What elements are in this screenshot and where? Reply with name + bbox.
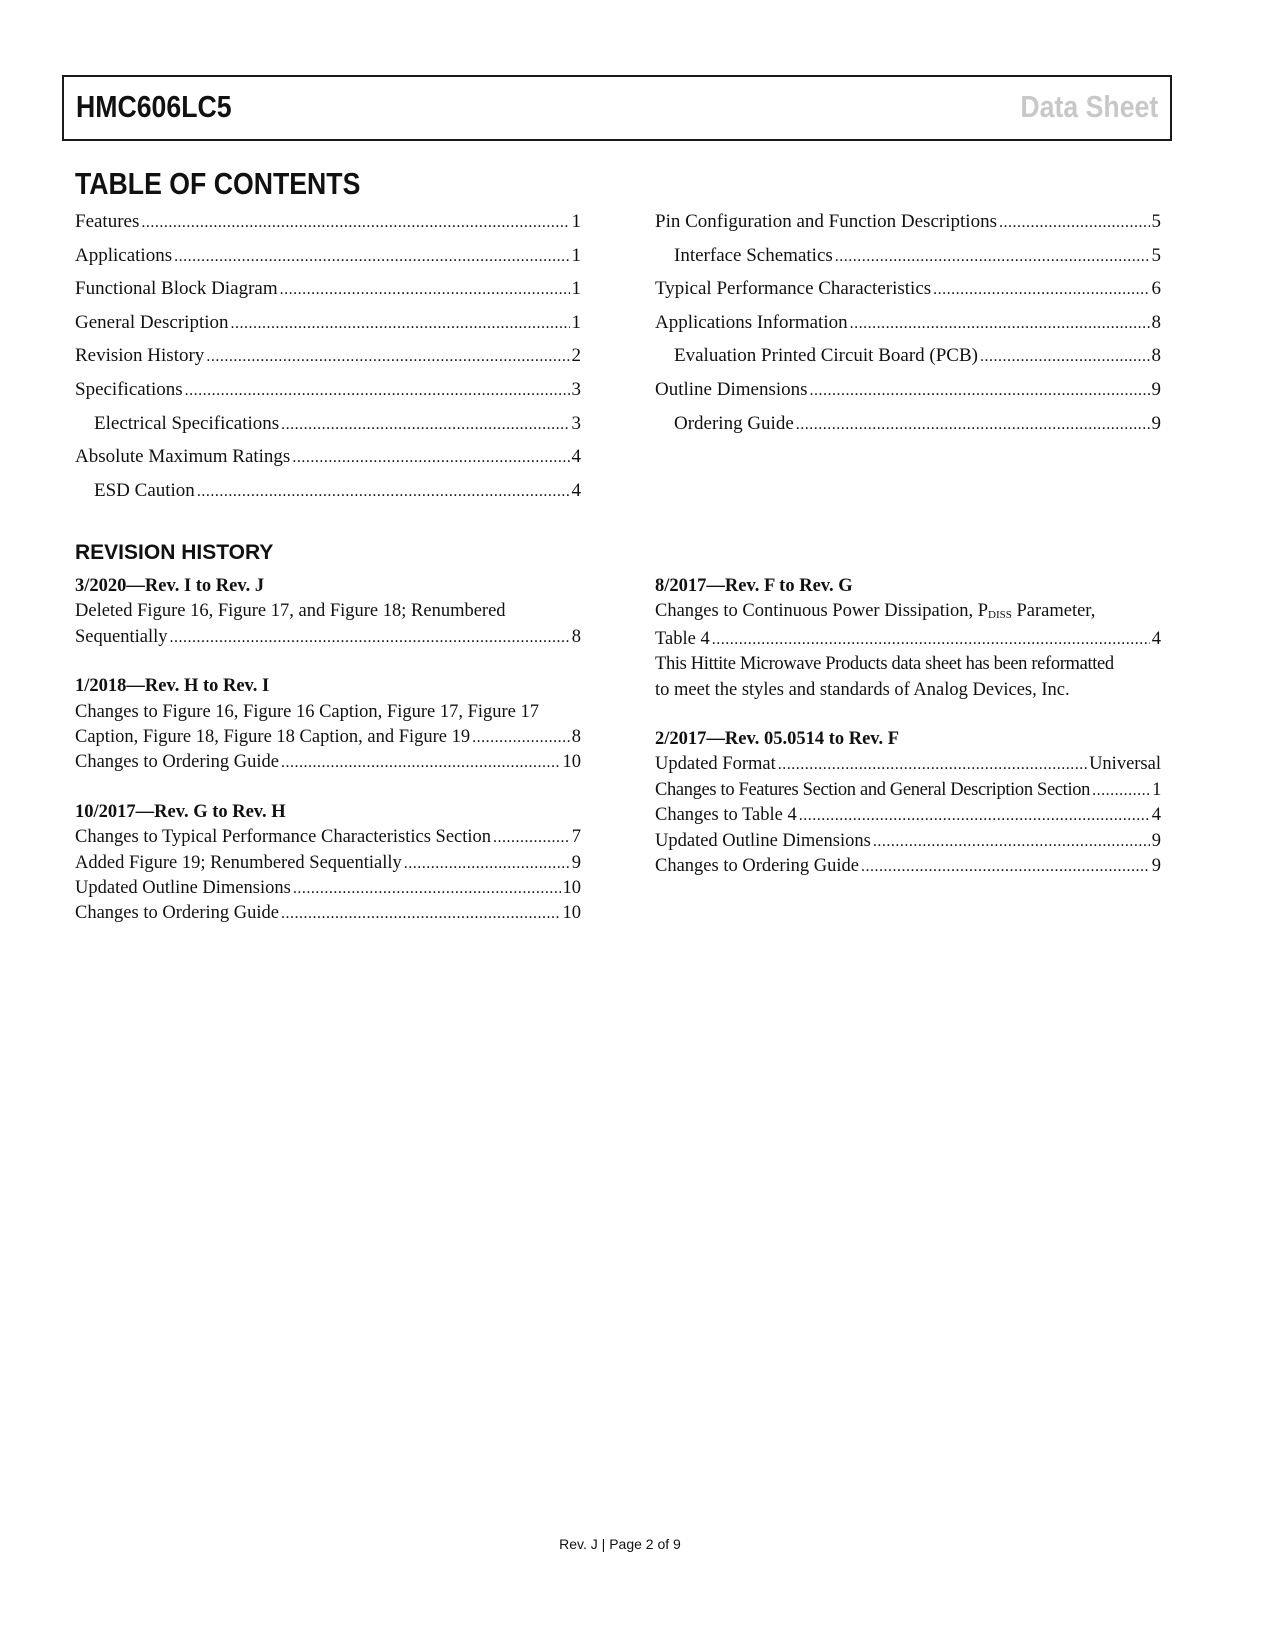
toc-entry-page: 9 bbox=[1151, 378, 1161, 400]
revision-section bbox=[75, 574, 581, 650]
dot-leader bbox=[280, 273, 570, 307]
toc-entry-label: Electrical Specifications bbox=[94, 412, 280, 434]
revision-text: Deleted Figure 16, Figure 17, and Figure 18; Renumbered bbox=[75, 601, 506, 622]
toc-list-left bbox=[75, 205, 581, 507]
revision-title: 2/2017—Rev. 05.0514 to Rev. F bbox=[655, 729, 900, 750]
dot-leader bbox=[493, 825, 570, 850]
toc-entry-page: 1 bbox=[571, 211, 581, 232]
dot-leader bbox=[293, 876, 561, 901]
revision-entry-page: Universal bbox=[1089, 754, 1161, 775]
revision-title: 1/2018—Rev. H to Rev. I bbox=[75, 676, 270, 697]
toc-entry-page: 4 bbox=[571, 479, 581, 501]
toc-entry-label: Pin Configuration and Function Descriptions bbox=[655, 211, 997, 232]
toc-entry-page: 2 bbox=[571, 345, 581, 367]
revision-entry-label: Updated Outline Dimensions bbox=[655, 830, 871, 851]
revision-entry-label: Table 4 bbox=[655, 628, 710, 649]
dot-leader bbox=[850, 307, 1150, 341]
revision-entry-label: Updated Outline Dimensions bbox=[75, 878, 291, 899]
subscript-diss: DISS bbox=[988, 609, 1012, 622]
toc-entry-label: General Description bbox=[75, 311, 229, 333]
toc-entry-page: 9 bbox=[1151, 412, 1161, 434]
revision-text: This Hittite Microwave Products data sheet has been reformatted bbox=[655, 654, 1114, 675]
revision-entry bbox=[75, 825, 581, 850]
revision-entry-page: 8 bbox=[571, 727, 581, 748]
revision-entry-label: Caption, Figure 18, Figure 18 Caption, and Figure 19 bbox=[75, 727, 471, 748]
document-type: Data Sheet bbox=[1020, 89, 1158, 124]
toc-entry-page: 4 bbox=[571, 446, 581, 468]
dot-leader bbox=[933, 273, 1149, 307]
revision-entry-page: 10 bbox=[562, 752, 581, 773]
dot-leader bbox=[292, 441, 569, 475]
toc-entry-label: Ordering Guide bbox=[674, 412, 794, 434]
dot-leader bbox=[141, 206, 569, 240]
toc-entry[interactable] bbox=[75, 440, 581, 474]
dot-leader bbox=[197, 475, 570, 509]
toc-subentry[interactable] bbox=[655, 407, 1161, 441]
toc-entry-label: Evaluation Printed Circuit Board (PCB) bbox=[674, 345, 978, 367]
dot-leader bbox=[999, 206, 1150, 240]
revision-text-part: Changes to Continuous Power Dissipation, P bbox=[655, 601, 989, 622]
revision-entry-label: Changes to Ordering Guide bbox=[75, 752, 279, 773]
dot-leader bbox=[206, 340, 569, 374]
toc-subentry[interactable] bbox=[655, 239, 1161, 273]
dot-leader bbox=[835, 240, 1150, 274]
revision-entry-label: Updated Format bbox=[655, 754, 776, 775]
page-header bbox=[62, 75, 1172, 141]
toc-entry[interactable] bbox=[75, 272, 581, 306]
toc-entry[interactable] bbox=[75, 239, 581, 273]
toc-entry[interactable] bbox=[655, 373, 1161, 407]
dot-leader bbox=[281, 408, 569, 442]
toc-entry-page: 8 bbox=[1151, 345, 1161, 367]
revision-section bbox=[75, 800, 581, 927]
toc-subentry[interactable] bbox=[75, 407, 581, 441]
toc-entry-label: ESD Caution bbox=[94, 479, 195, 501]
revision-text: Changes to Figure 16, Figure 16 Caption, Figure 17, Figure 17 bbox=[75, 701, 540, 722]
revision-history-heading: REVISION HISTORY bbox=[75, 541, 274, 564]
toc-title: TABLE OF CONTENTS bbox=[75, 166, 361, 201]
toc-entry-label: Absolute Maximum Ratings bbox=[75, 446, 291, 468]
toc-entry-label: Features bbox=[75, 211, 140, 232]
revision-entry bbox=[75, 876, 581, 901]
revision-entry-label: Changes to Ordering Guide bbox=[655, 856, 859, 877]
dot-leader bbox=[799, 803, 1150, 828]
dot-leader bbox=[472, 725, 570, 750]
toc-entry-label: Specifications bbox=[75, 378, 183, 400]
revision-entry-page: 7 bbox=[571, 827, 581, 848]
dot-leader bbox=[169, 625, 569, 650]
revision-entry-page: 4 bbox=[1151, 805, 1161, 826]
toc-entry-page: 5 bbox=[1151, 211, 1161, 232]
revision-title: 8/2017—Rev. F to Rev. G bbox=[655, 576, 853, 596]
revision-entry bbox=[75, 725, 581, 750]
toc-entry-page: 6 bbox=[1151, 278, 1161, 300]
revision-title: 10/2017—Rev. G to Rev. H bbox=[75, 801, 286, 822]
toc-entry-label: Revision History bbox=[75, 345, 205, 367]
toc-entry-page: 3 bbox=[571, 378, 581, 400]
revision-entry bbox=[655, 752, 1161, 777]
revision-title: 3/2020—Rev. I to Rev. J bbox=[75, 576, 265, 596]
revision-entry-page: 4 bbox=[1151, 628, 1161, 649]
revision-section bbox=[655, 574, 1161, 703]
revision-entry bbox=[655, 778, 1161, 803]
revision-entry bbox=[655, 627, 1161, 652]
toc-entry-label: Functional Block Diagram bbox=[75, 278, 278, 300]
revision-entry-page: 9 bbox=[1151, 856, 1161, 877]
dot-leader bbox=[873, 829, 1150, 854]
toc-entry[interactable] bbox=[75, 205, 581, 239]
revision-entry bbox=[75, 750, 581, 775]
toc-entry[interactable] bbox=[655, 272, 1161, 306]
toc-subentry[interactable] bbox=[655, 339, 1161, 373]
revision-entry-page: 9 bbox=[571, 852, 581, 873]
revision-entry bbox=[75, 901, 581, 926]
toc-subentry[interactable] bbox=[75, 474, 581, 508]
revision-entry-page: 1 bbox=[1152, 779, 1161, 800]
revision-text-part: Parameter, bbox=[1011, 601, 1096, 622]
revision-entry bbox=[75, 625, 581, 650]
revision-entry bbox=[655, 829, 1161, 854]
revision-text bbox=[655, 599, 1161, 626]
toc-entry-page: 1 bbox=[571, 278, 581, 300]
revision-section bbox=[655, 727, 1161, 879]
revision-entry bbox=[75, 851, 581, 876]
dot-leader bbox=[1092, 778, 1150, 803]
revision-entry-label: Changes to Ordering Guide bbox=[75, 903, 279, 924]
part-number: HMC606LC5 bbox=[76, 89, 232, 124]
revision-entry-page: 10 bbox=[562, 903, 581, 924]
revision-entry-page: 8 bbox=[571, 626, 581, 647]
toc-entry-label: Applications Information bbox=[655, 311, 848, 333]
revision-section bbox=[75, 674, 581, 776]
toc-entry[interactable] bbox=[655, 306, 1161, 340]
toc-entry-page: 8 bbox=[1151, 311, 1161, 333]
revision-history-left bbox=[75, 574, 581, 951]
revision-entry-page: 10 bbox=[562, 878, 581, 899]
dot-leader bbox=[404, 851, 570, 876]
dot-leader bbox=[281, 901, 561, 926]
toc-entry-label: Interface Schematics bbox=[674, 244, 833, 266]
revision-entry-label: Changes to Features Section and General Description Section bbox=[655, 779, 1091, 800]
dot-leader bbox=[778, 752, 1087, 777]
revision-entry-label: Changes to Table 4 bbox=[655, 805, 797, 826]
toc-entry[interactable] bbox=[75, 339, 581, 373]
toc-entry-page: 1 bbox=[571, 311, 581, 333]
revision-entry-label: Added Figure 19; Renumbered Sequentially bbox=[75, 852, 402, 873]
revision-entry bbox=[655, 854, 1161, 879]
toc-entry-page: 1 bbox=[571, 244, 581, 266]
dot-leader bbox=[980, 340, 1150, 374]
revision-entry-page: 9 bbox=[1151, 830, 1161, 851]
revision-history-right bbox=[655, 574, 1161, 903]
toc-entry[interactable] bbox=[655, 205, 1161, 239]
toc-list-right bbox=[655, 205, 1161, 440]
revision-entry-label: Sequentially bbox=[75, 626, 168, 647]
dot-leader bbox=[231, 307, 570, 341]
dot-leader bbox=[796, 408, 1150, 442]
dot-leader bbox=[810, 374, 1150, 408]
toc-entry[interactable] bbox=[75, 306, 581, 340]
dot-leader bbox=[281, 750, 561, 775]
toc-entry-page: 3 bbox=[571, 412, 581, 434]
dot-leader bbox=[712, 627, 1150, 652]
toc-entry-label: Typical Performance Characteristics bbox=[655, 278, 932, 300]
dot-leader bbox=[185, 374, 570, 408]
dot-leader bbox=[861, 854, 1150, 879]
toc-entry-label: Outline Dimensions bbox=[655, 378, 808, 400]
revision-text: to meet the styles and standards of Analog Devices, Inc. bbox=[655, 679, 1070, 700]
page-footer: Rev. J | Page 2 of 9 bbox=[559, 1536, 681, 1552]
dot-leader bbox=[174, 240, 569, 274]
revision-entry bbox=[655, 803, 1161, 828]
toc-entry[interactable] bbox=[75, 373, 581, 407]
revision-entry-label: Changes to Typical Performance Characteristics Section bbox=[75, 827, 492, 848]
toc-entry-label: Applications bbox=[75, 244, 173, 266]
toc-entry-page: 5 bbox=[1151, 244, 1161, 266]
